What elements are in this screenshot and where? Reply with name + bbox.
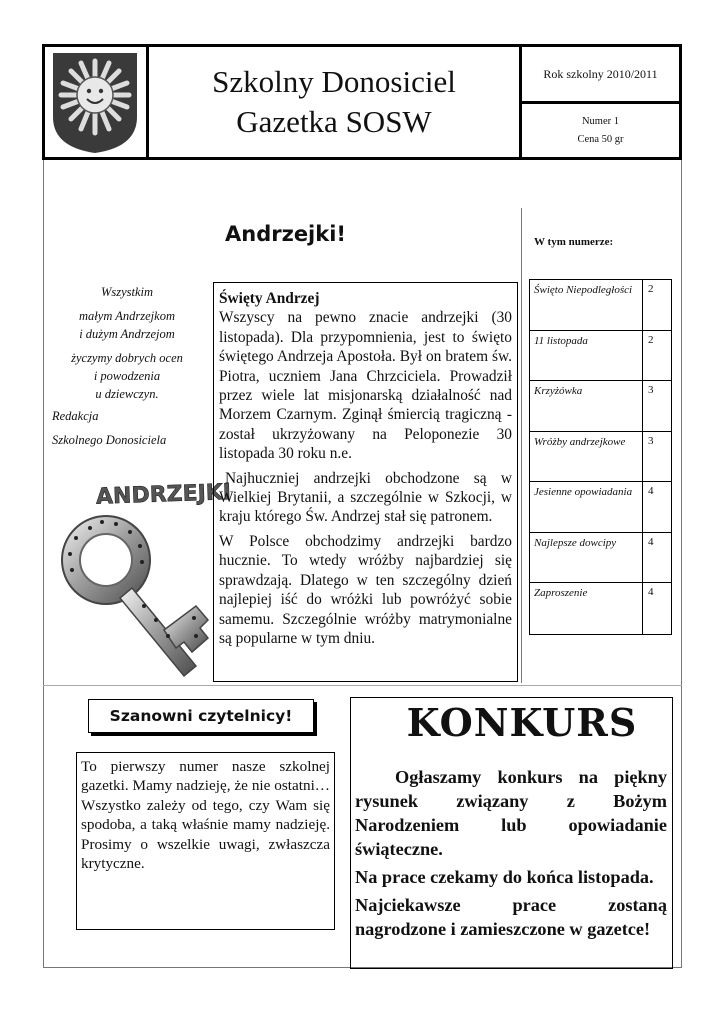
contest-title-art (402, 698, 642, 748)
dedication-line: u dziewczyn. (95, 387, 159, 401)
page-frame-right (681, 160, 682, 968)
toc-label: Jesienne opowiadania (530, 482, 643, 532)
toc-row (530, 381, 671, 432)
toc-row (530, 432, 671, 483)
toc-page: 2 (648, 333, 654, 346)
key-illustration (46, 470, 232, 695)
toc-page: 3 (648, 384, 654, 396)
toc-label: Święto Niepodległości (530, 280, 643, 330)
school-logo (45, 47, 149, 157)
dedication-line: i powodzenia (93, 369, 161, 383)
masthead-title (149, 47, 522, 157)
article-title: Święty Andrzej (219, 290, 320, 307)
contest-paragraph: Ogłaszamy konkurs na piękny rysunek związany z Bożym Narodzeniem lub opowiadanie świąteczne. (355, 767, 667, 859)
toc-divider (521, 208, 522, 683)
key-caption: ANDRZEJKI (95, 480, 232, 510)
article-paragraph: Najhuczniej andrzejki obchodzone są w Wielkiej Brytanii, a szczególnie w Szkocji, w kraju którego Św. Andrzej stał się patronem. (219, 469, 512, 526)
issue-price: Cena 50 gr (577, 133, 624, 145)
dedication-line: małym Andrzejkom (79, 309, 175, 323)
toc-row (530, 533, 671, 584)
article-saint-andrew (213, 282, 518, 682)
contest-title (402, 698, 642, 748)
toc-heading: W tym numerze: (534, 236, 614, 248)
article-paragraph: Wszyscy na pewno znacie andrzejki (30 listopada). Dla przypomnienia, jest to święto świętego Andrzeja Apostoła. Był on bratem św. Piotra, uczniem Jana Chrzciciela. Prowadził przez wiele lat misjonarską działalność nad Morzem Czarnym. Zginął śmiercią tragiczną - został ukrzyżowany na Peloponezie 30 listopada 30 roku n.e. (219, 309, 512, 463)
contest-title-text: KONKURS (406, 700, 638, 745)
contest-paragraph: Najciekawsze prace zostaną nagrodzone i zamieszczone w gazetce! (355, 895, 667, 939)
issue-number: Numer 1 (581, 115, 620, 127)
key-icon (46, 470, 232, 695)
toc-page: 3 (648, 434, 654, 447)
toc-page: 4 (648, 586, 654, 598)
toc-page: 2 (648, 283, 654, 295)
toc-row (530, 583, 671, 634)
issue-info (522, 104, 679, 157)
contest-paragraph: Na prace czekamy do końca listopada. (355, 867, 654, 887)
dedication-line: życzymy dobrych ocen (71, 351, 183, 365)
dedication-signature: Redakcja (52, 409, 99, 423)
readers-note: To pierwszy numer nasze szkolnej gazetki. Mamy nadzieję, że nie ostatni… Wszystko zależy od tego, czy Wam się spodoba, a taką właśnie mamy nadzieję. Prosimy o wszelkie uwagi, zwłaszcza krytyczne. (76, 752, 335, 930)
readers-heading: Szanowni czytelnicy! (88, 699, 314, 733)
masthead (42, 44, 682, 160)
article-paragraph: W Polsce obchodzimy andrzejki bardzo hucznie. To wtedy wróżby najbardziej się sprawdzają. Dlatego w ten szczególny dzień najlepiej iść do wróżki lub powróżyć sobie samemu. Szczególnie wróżby matrymonialne są popularne w tym dniu. (219, 532, 512, 647)
dedication-signature: Szkolnego Donosiciela (52, 433, 167, 447)
dedication-line: Wszystkim (100, 285, 154, 299)
toc-label: 11 listopada (530, 331, 643, 381)
dedication (52, 283, 202, 449)
toc-row (530, 482, 671, 533)
dedication-line: i dużym Andrzejom (79, 327, 175, 341)
toc-row (530, 280, 671, 331)
sun-logo-icon (45, 47, 145, 157)
newspaper-title: Szkolny Donosiciel (212, 64, 456, 99)
toc-page: 4 (648, 485, 654, 497)
toc-label: Najlepsze dowcipy (530, 533, 643, 583)
toc-label: Zaproszenie (530, 583, 643, 634)
toc-label: Krzyżówka (530, 381, 643, 431)
school-year: Rok szkolny 2010/2011 (522, 47, 679, 104)
contest-text (355, 765, 667, 945)
newspaper-subtitle: Gazetka SOSW (236, 104, 432, 139)
table-of-contents (529, 279, 672, 635)
page-frame-left (43, 160, 44, 968)
toc-row (530, 331, 671, 382)
toc-label: Wróżby andrzejkowe (530, 432, 643, 482)
toc-page: 4 (648, 535, 654, 548)
section-heading: Andrzejki! (225, 222, 346, 246)
